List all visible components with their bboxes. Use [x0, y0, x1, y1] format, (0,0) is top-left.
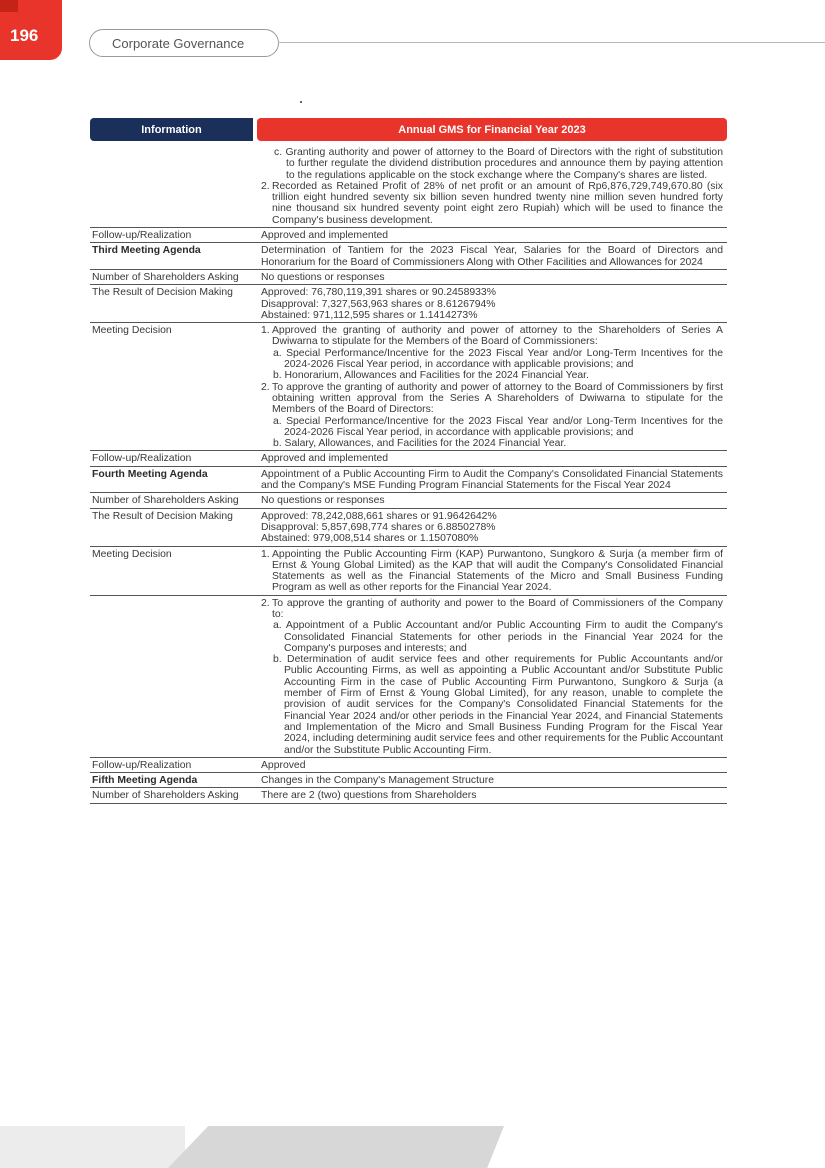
list-item: [261, 549, 723, 594]
list-item: [261, 325, 723, 348]
row-value: Approved and implemented: [261, 453, 389, 465]
list-text: Appointing the Public Accounting Firm (KAP) Purwantono, Sungkoro & Surja (a member firm of Ernst & Young Global Limited) as the KAP that will audit the Company's Consolidated Financial Statements as well as the Financial Statements of the Micro and Small Business Funding Program as well as other reports for the Financial Year 2024.: [272, 548, 723, 594]
disapproval-votes: Disapproval: 7,327,563,963 shares or 8.6126794%: [261, 298, 496, 310]
dividend-item-c: c. Granting authority and power of attorney to the Board of Directors with the right of substitution to further regulate the dividend distribution procedures and announce them by paying attention to the regulations applicable on the stock exchange where the Company's shares are listed.: [274, 147, 723, 181]
row-value: [257, 285, 727, 322]
table-row: [90, 758, 727, 773]
table-row: [90, 270, 727, 285]
row-label: Meeting Decision: [92, 325, 172, 337]
table-row: [90, 493, 727, 508]
row-value: Appointment of a Public Accounting Firm to Audit the Company's Consolidated Financial Statements and the Company's MSE Funding Program Financial Statements for the Fiscal Year 2024: [261, 468, 723, 492]
page-number: 196: [10, 26, 39, 45]
disapproval-votes: Disapproval: 5,857,698,774 shares or 6.8850278%: [261, 521, 496, 533]
list-subitem: a. Special Performance/Incentive for the 2023 Fiscal Year and/or Long-Term Incentives for the 2024-2026 Fiscal Year period, in accordance with applicable provisions; and: [273, 347, 723, 371]
row-value: [257, 145, 727, 227]
retained-profit-text: Recorded as Retained Profit of 28% of net profit or an amount of Rp6,876,729,749,670.80 (six trillion eight hundred seventy six billion seven hundred twenty nine million seven hundred forty nine thousand six hundred seventy point eight zero Rupiah) which will be used to finance the Company's business development.: [272, 180, 723, 226]
section-label: Corporate Governance: [89, 29, 279, 57]
list-subitem: b. Honorarium, Allowances and Facilities for the 2024 Financial Year.: [273, 370, 589, 382]
row-label: Fourth Meeting Agenda: [92, 468, 208, 480]
column-header-information: Information: [90, 118, 253, 141]
table-row: [90, 323, 727, 451]
table-row: [90, 243, 727, 270]
list-item: [261, 382, 723, 416]
row-value: No questions or responses: [261, 495, 385, 507]
list-text: To approve the granting of authority and power of attorney to the Board of Commissioners by first obtaining written approval from the Series A Shareholders of Dwiwarna to stipulate for the Members of the Board of Directors:: [272, 381, 723, 416]
row-label: Fifth Meeting Agenda: [92, 775, 198, 787]
table-row: [90, 547, 727, 596]
list-text: To approve the granting of authority and power to the Board of Commissioners of the Company to:: [272, 597, 723, 620]
decorative-dot: [300, 101, 302, 103]
list-number: 2.: [261, 180, 270, 192]
footer-band-light: [0, 1126, 185, 1168]
row-label: The Result of Decision Making: [92, 510, 233, 522]
row-value: [257, 596, 727, 757]
row-label: Follow-up/Realization: [92, 453, 192, 465]
row-value: There are 2 (two) questions from Shareholders: [261, 790, 477, 802]
row-label: The Result of Decision Making: [92, 287, 233, 299]
table-row: [90, 145, 727, 228]
list-number: 2.: [261, 597, 270, 609]
row-value: Approved: [261, 759, 306, 771]
row-label-empty: [90, 145, 257, 227]
table-row: [90, 451, 727, 466]
list-subitem: b. Salary, Allowances, and Facilities for the 2024 Financial Year.: [273, 438, 567, 450]
row-label: Follow-up/Realization: [92, 759, 192, 771]
row-label: Third Meeting Agenda: [92, 245, 201, 257]
abstained-votes: Abstained: 971,112,595 shares or 1.1414273%: [261, 309, 478, 321]
approved-votes: Approved: 78,242,088,661 shares or 91.9642642%: [261, 510, 497, 522]
row-value: [257, 509, 727, 546]
agm-table: [90, 118, 727, 804]
list-subitem: a. Appointment of a Public Accountant and/or Public Accounting Firm to audit the Company's Consolidated Financial Statements for other periods in the Financial Year 2024 for the Company's purposes and interests; and: [273, 620, 723, 654]
table-row: [90, 228, 727, 243]
list-item: [261, 598, 723, 621]
list-number: 2.: [261, 381, 270, 393]
row-value: [257, 547, 727, 595]
row-label: Meeting Decision: [92, 548, 172, 560]
row-value: Approved and implemented: [261, 230, 389, 242]
list-subitem: b. Determination of audit service fees and other requirements for Public Accountants and/or Public Accounting Firms, as well as appointing a Public Accountant and/or Substitute Public Accounting Firm in the case of Public Accounting Firm Purwantono, Sungkoro & Surja (a member of Firm of Ernst & Young Global Limited), for any reason, unable to complete the provision of audit services for the Company's Consolidated Financial Statements for the Financial Year 2024 and/or other periods in the Financial Year 2024, and Financial Statements and Implementation of the Micro and Small Business Funding Program for the Fiscal Year 2024, including determining audit service fees and other requirements for the Public Accountant and/or the Substitute Public Accounting Firm.: [273, 654, 723, 756]
row-value: No questions or responses: [261, 271, 385, 283]
table-row: [90, 596, 727, 758]
table-row: [90, 788, 727, 803]
table-row: [90, 509, 727, 547]
row-value: [257, 323, 727, 450]
list-number: 1.: [261, 548, 270, 560]
table-row: [90, 467, 727, 494]
approved-votes: Approved: 76,780,119,391 shares or 90.2458933%: [261, 287, 496, 299]
page-number-tab: [0, 0, 62, 60]
row-label: Number of Shareholders Asking: [92, 495, 239, 507]
list-subitem: a. Special Performance/Incentive for the 2023 Fiscal Year and/or Long-Term Incentives for the 2024-2026 Fiscal Year period, in accordance with applicable provisions; and: [273, 415, 723, 438]
list-number: 1.: [261, 325, 270, 337]
table-header: [90, 118, 727, 141]
footer-band-dark: [168, 1126, 504, 1168]
row-label: Number of Shareholders Asking: [92, 271, 239, 283]
row-value: Changes in the Company's Management Structure: [261, 775, 495, 787]
row-value: Determination of Tantiem for the 2023 Fiscal Year, Salaries for the Board of Directors and Honorarium for the Board of Commissioners Along with Other Facilities and Allowances for 2024: [261, 245, 723, 268]
abstained-votes: Abstained: 979,008,514 shares or 1.1507080%: [261, 533, 479, 545]
table-row: [90, 285, 727, 323]
header-divider: [278, 42, 825, 43]
row-label-empty: [90, 596, 257, 757]
list-text: Approved the granting of authority and power of attorney to the Shareholders of Series A Dwiwarna to stipulate for the Members of the Board of Commissioners:: [272, 325, 723, 348]
table-row: [90, 773, 727, 788]
row-label: Follow-up/Realization: [92, 230, 192, 242]
retained-profit-item: [261, 181, 723, 226]
row-label: Number of Shareholders Asking: [92, 790, 239, 802]
column-header-annual-gms: Annual GMS for Financial Year 2023: [257, 118, 727, 141]
